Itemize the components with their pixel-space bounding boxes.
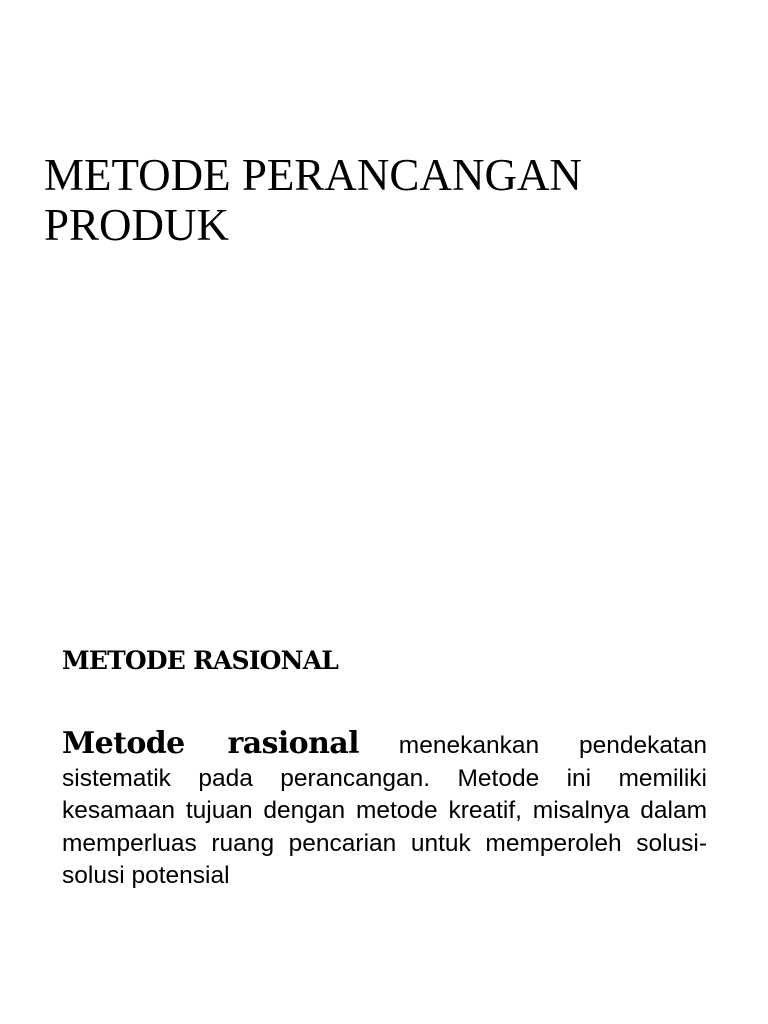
page-title bbox=[44, 150, 734, 250]
title-line-1: METODE PERANCANGAN bbox=[44, 150, 582, 200]
section-heading: METODE RASIONAL bbox=[62, 646, 339, 675]
paragraph-text: menekankan pendekatan sistematik pada perancangan. Metode ini memiliki kesamaan tujuan dengan metode kreatif, misalnya dalam memperluas ruang pencarian untuk memperoleh solusi-solusi potensial bbox=[62, 732, 708, 889]
paragraph-lead-term: Metode rasional bbox=[62, 726, 359, 761]
title-line-2: PRODUK bbox=[44, 200, 230, 250]
body-paragraph bbox=[62, 728, 707, 893]
